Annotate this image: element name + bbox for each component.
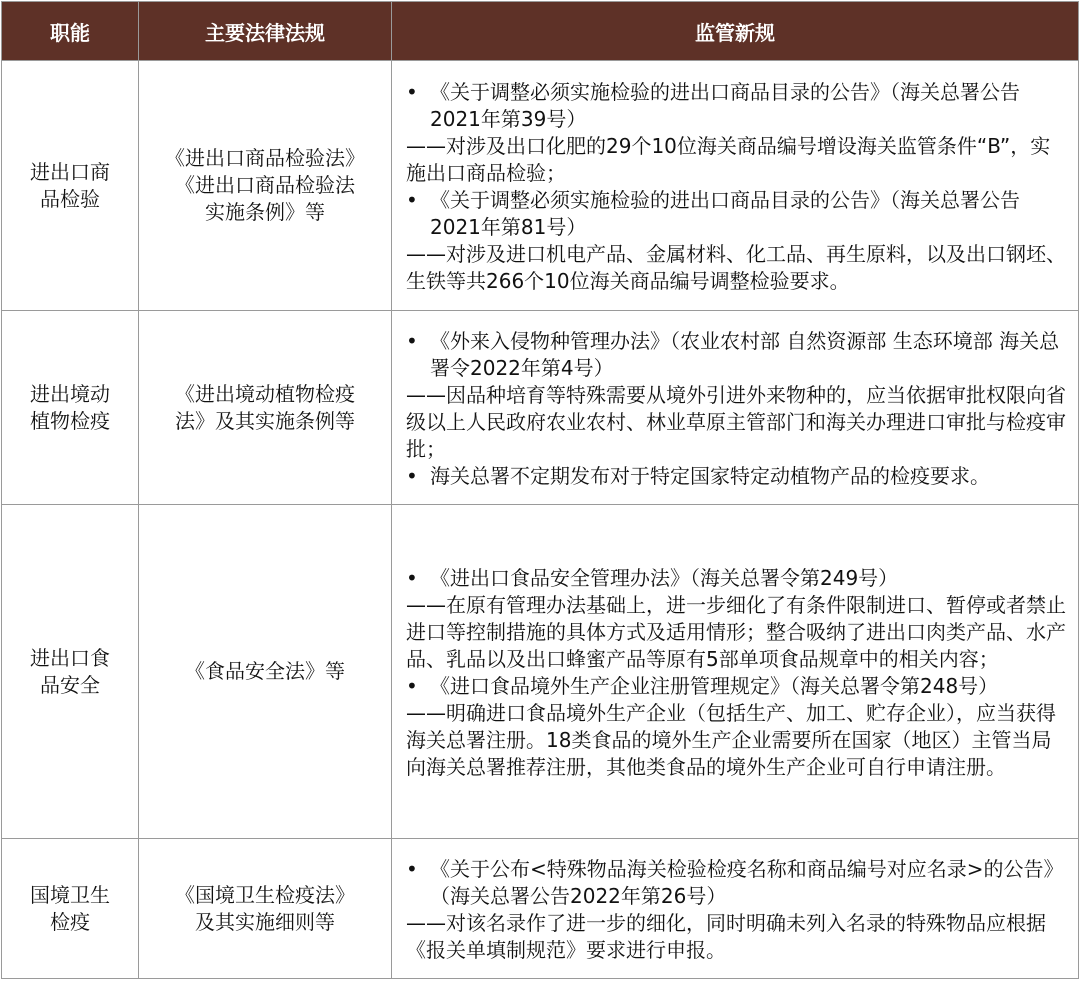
regulation-title: 《进口食品境外生产企业注册管理规定》（海关总署令第248号） [430, 673, 999, 698]
regulation-description: ——明确进口食品境外生产企业（包括生产、加工、贮存企业），应当获得海关总署注册。18类食品的境外生产企业需要所在国家（地区）主管当局向海关总署推荐注册，其他类食品的境外生产企业可自行申请注册。 [406, 700, 1056, 779]
function-line: 进出口食 [30, 645, 110, 670]
table-row [2, 311, 1079, 505]
regulation-description: ——对涉及进口机电产品、金属材料、化工品、再生原料，以及出口钢坯、生铁等共266个10位海关商品编号调整检验要求。 [406, 241, 1066, 293]
regulations-cell [392, 505, 1079, 839]
regulation-title: 《关于调整必须实施检验的进出口商品目录的公告》（海关总署公告2021年第81号） [430, 187, 1020, 239]
bullet-icon: • [406, 856, 418, 881]
regulation-item [406, 79, 1068, 133]
regulation-title: 《进出口食品安全管理办法》（海关总署令第249号） [430, 565, 899, 590]
regulation-item [406, 565, 1068, 592]
regulations-cell [392, 311, 1079, 505]
regulation-item [406, 856, 1068, 910]
law-line: 《食品安全法》等 [185, 659, 345, 683]
regulation-description: ——对该名录作了进一步的细化，同时明确未列入名录的特殊物品应根据《报关单填制规范》要求进行申报。 [406, 910, 1046, 962]
law-line: 《进出口商品检验法》 [165, 146, 365, 170]
laws-cell [139, 505, 392, 839]
bullet-icon: • [406, 328, 418, 353]
regulations-cell [392, 839, 1079, 979]
law-line: 及其实施细则等 [195, 909, 335, 934]
function-line: 进出口商 [30, 159, 110, 184]
law-line: 《进出境动植物检疫 [175, 381, 355, 406]
bullet-icon: • [406, 565, 418, 590]
function-cell [2, 61, 139, 311]
regulations-cell [392, 61, 1079, 311]
header-new-regulations: 监管新规 [392, 2, 1079, 61]
law-line: 《国境卫生检疫法》 [175, 882, 355, 907]
function-cell [2, 505, 139, 839]
laws-cell [139, 839, 392, 979]
regulation-description: ——在原有管理办法基础上，进一步细化了有条件限制进口、暂停或者禁止进口等控制措施的具体方式及适用情形；整合吸纳了进出口肉类产品、水产品、乳品以及出口蜂蜜产品等原有5部单项食品规章中的相关内容； [406, 592, 1066, 671]
table-row [2, 839, 1079, 979]
regulation-description: ——因品种培育等特殊需要从境外引进外来物种的，应当依据审批权限向省级以上人民政府农业农村、林业草原主管部门和海关办理进口审批与检疫审批； [406, 382, 1066, 461]
table-header-row [2, 2, 1079, 61]
regulation-item [406, 328, 1068, 382]
regulation-title: 海关总署不定期发布对于特定国家特定动植物产品的检疫要求。 [430, 463, 990, 488]
function-cell [2, 311, 139, 505]
regulation-table [1, 1, 1079, 979]
header-main-laws: 主要法律法规 [139, 2, 392, 61]
regulation-item [406, 463, 1068, 490]
function-line: 品检验 [40, 186, 100, 211]
law-line: 法》及其实施条例等 [175, 408, 355, 433]
bullet-icon: • [406, 463, 418, 488]
header-function: 职能 [2, 2, 139, 61]
law-line: 《进出口商品检验法 [175, 173, 355, 197]
regulation-item [406, 673, 1068, 700]
table-row [2, 61, 1079, 311]
law-line: 实施条例》等 [205, 200, 325, 224]
laws-cell [139, 311, 392, 505]
function-line: 检疫 [50, 909, 90, 934]
function-line: 进出境动 [30, 381, 110, 406]
regulation-title: 《关于公布<特殊物品海关检验检疫名称和商品编号对应名录>的公告》（海关总署公告2022年第26号） [430, 856, 1064, 908]
bullet-icon: • [406, 79, 418, 104]
regulation-title: 《关于调整必须实施检验的进出口商品目录的公告》（海关总署公告2021年第39号） [430, 79, 1020, 131]
function-line: 植物检疫 [30, 408, 110, 433]
table-row [2, 505, 1079, 839]
function-line: 国境卫生 [30, 882, 110, 907]
bullet-icon: • [406, 187, 418, 212]
regulation-description: ——对涉及出口化肥的29个10位海关商品编号增设海关监管条件“B”，实施出口商品检验； [406, 133, 1051, 185]
bullet-icon: • [406, 673, 418, 698]
laws-cell [139, 61, 392, 311]
regulation-item [406, 187, 1068, 241]
function-line: 品安全 [40, 672, 100, 697]
function-cell [2, 839, 139, 979]
regulation-title: 《外来入侵物种管理办法》（农业农村部 自然资源部 生态环境部 海关总署令2022年第4号） [430, 328, 1060, 380]
